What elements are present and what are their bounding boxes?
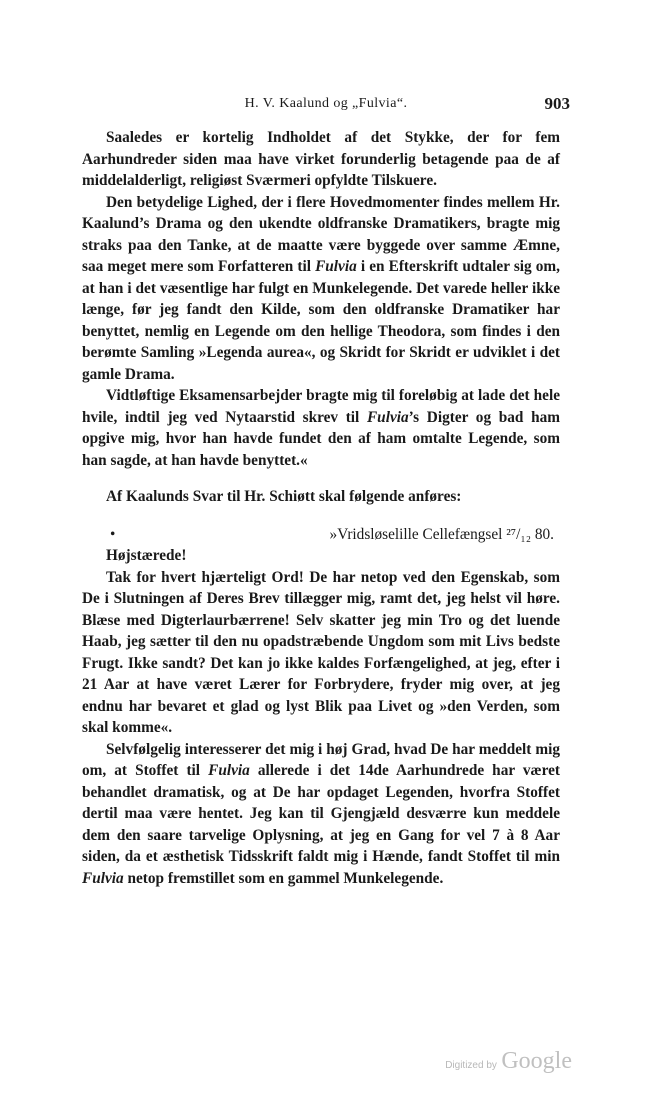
text-run: Af Kaalunds Svar til Hr. Schiøtt skal følgende anføres: <box>106 488 462 505</box>
paragraph <box>82 127 560 192</box>
text-run: ’s Digter og bad ham opgive mig, hvor han havde fundet den af ham omtalte Legende, som han sagde, at han havde benyttet.« <box>82 408 560 469</box>
digitized-watermark <box>445 1048 572 1075</box>
text-run: netop fremstillet som en gammel Munkelegende. <box>123 869 444 887</box>
text-run: Højstærede! <box>106 547 187 564</box>
page-header <box>82 94 570 116</box>
text-run: Tak for hvert hjærteligt Ord! De har netop ved den Egenskab, som De i Slutningen af Deres Brev tillægger mig, ramt det, jeg helst vil høre. Blæse med Digterlaurbærrene! Selv skatter jeg min Tro og det luende Haab, jeg sætter til den nu opadstræbende Ungdom som mit Livs bedste Frugt. Ikke sandt? Det kan jo ikke kaldes Forfængelighed, at jeg, efter i 21 Aar at have været Lærer for Forbrydere, fryder mig over, at jeg endnu har bevaret et glad og lyst Blik paa Livet og »den Verden, som skal komme«. <box>82 568 560 736</box>
paragraph <box>82 192 560 386</box>
italic-title: Fulvia <box>366 408 409 426</box>
body-text <box>82 127 560 889</box>
text-run: Saaledes er kortelig Indholdet af det Stykke, der for fem Aarhundreder siden maa have virket forunderlig betagende paa de af middelalderligt, religiøst Sværmeri opfyldte Tilskuere. <box>82 129 560 189</box>
letter-dateline <box>82 524 560 546</box>
text-run: Den betydelige Lighed, der i flere Hovedmomenter findes mellem Hr. Kaalund’s Drama og den ukendte oldfranske Dramatikers, bragte mig straks paa den Tanke, at de maatte være byggede over samme Æmne, saa meget mere som Forfatteren til <box>82 193 560 275</box>
text-run: »Vridsløselille Cellefængsel ²⁷/₁₂ 80. <box>329 525 554 543</box>
paragraph <box>82 739 560 890</box>
letter-salutation <box>82 545 560 567</box>
text-run: i en Efterskrift udtaler sig om, at han i det væsentlige har fulgt en Munkelegende. Det varede heller ikke længe, før jeg fandt den Kilde, som den oldfranske Dramatiker har benyttet, nemlig en Legende om den hellige Theodora, som findes i den berømte Samling »Legenda aurea«, og Skridt for Skridt er udviklet i det gamle Drama. <box>82 258 560 383</box>
paragraph <box>82 486 560 508</box>
google-logo: Google <box>501 1048 572 1074</box>
italic-title: Fulvia <box>208 762 250 779</box>
text-run: Vidtløftige Eksamensarbejder bragte mig til foreløbig at lade det hele hvile, indtil jeg ved Nytaarstid skrev til <box>82 387 560 426</box>
italic-title: Fulvia <box>315 258 357 275</box>
paragraph <box>82 567 560 739</box>
digitized-label: Digitized by <box>445 1060 497 1071</box>
italic-title: Fulvia <box>82 869 124 887</box>
paragraph <box>82 385 560 471</box>
text-run: Selvfølgelig interesserer det mig i høj Grad, hvad De har meddelt mig om, at Stoffet til <box>82 740 560 779</box>
page-number: 903 <box>544 94 570 113</box>
running-head: H. V. Kaalund og „Fulvia“. <box>244 96 408 111</box>
text-run: allerede i det 14de Aarhundrede har været behandlet dramatisk, og at De har opdaget Legenden, hvorfra Stoffet dertil maa være hentet. Jeg kan til Gjengjæld desværre kun meddele dem den saare tarvelige Oplysning, at jeg en Gang for vel 7 à 8 Aar siden, da et æsthetisk Tidsskrift faldt mig i Hænde, fandt Stoffet til min <box>82 762 561 865</box>
bullet-mark: • <box>110 525 116 543</box>
